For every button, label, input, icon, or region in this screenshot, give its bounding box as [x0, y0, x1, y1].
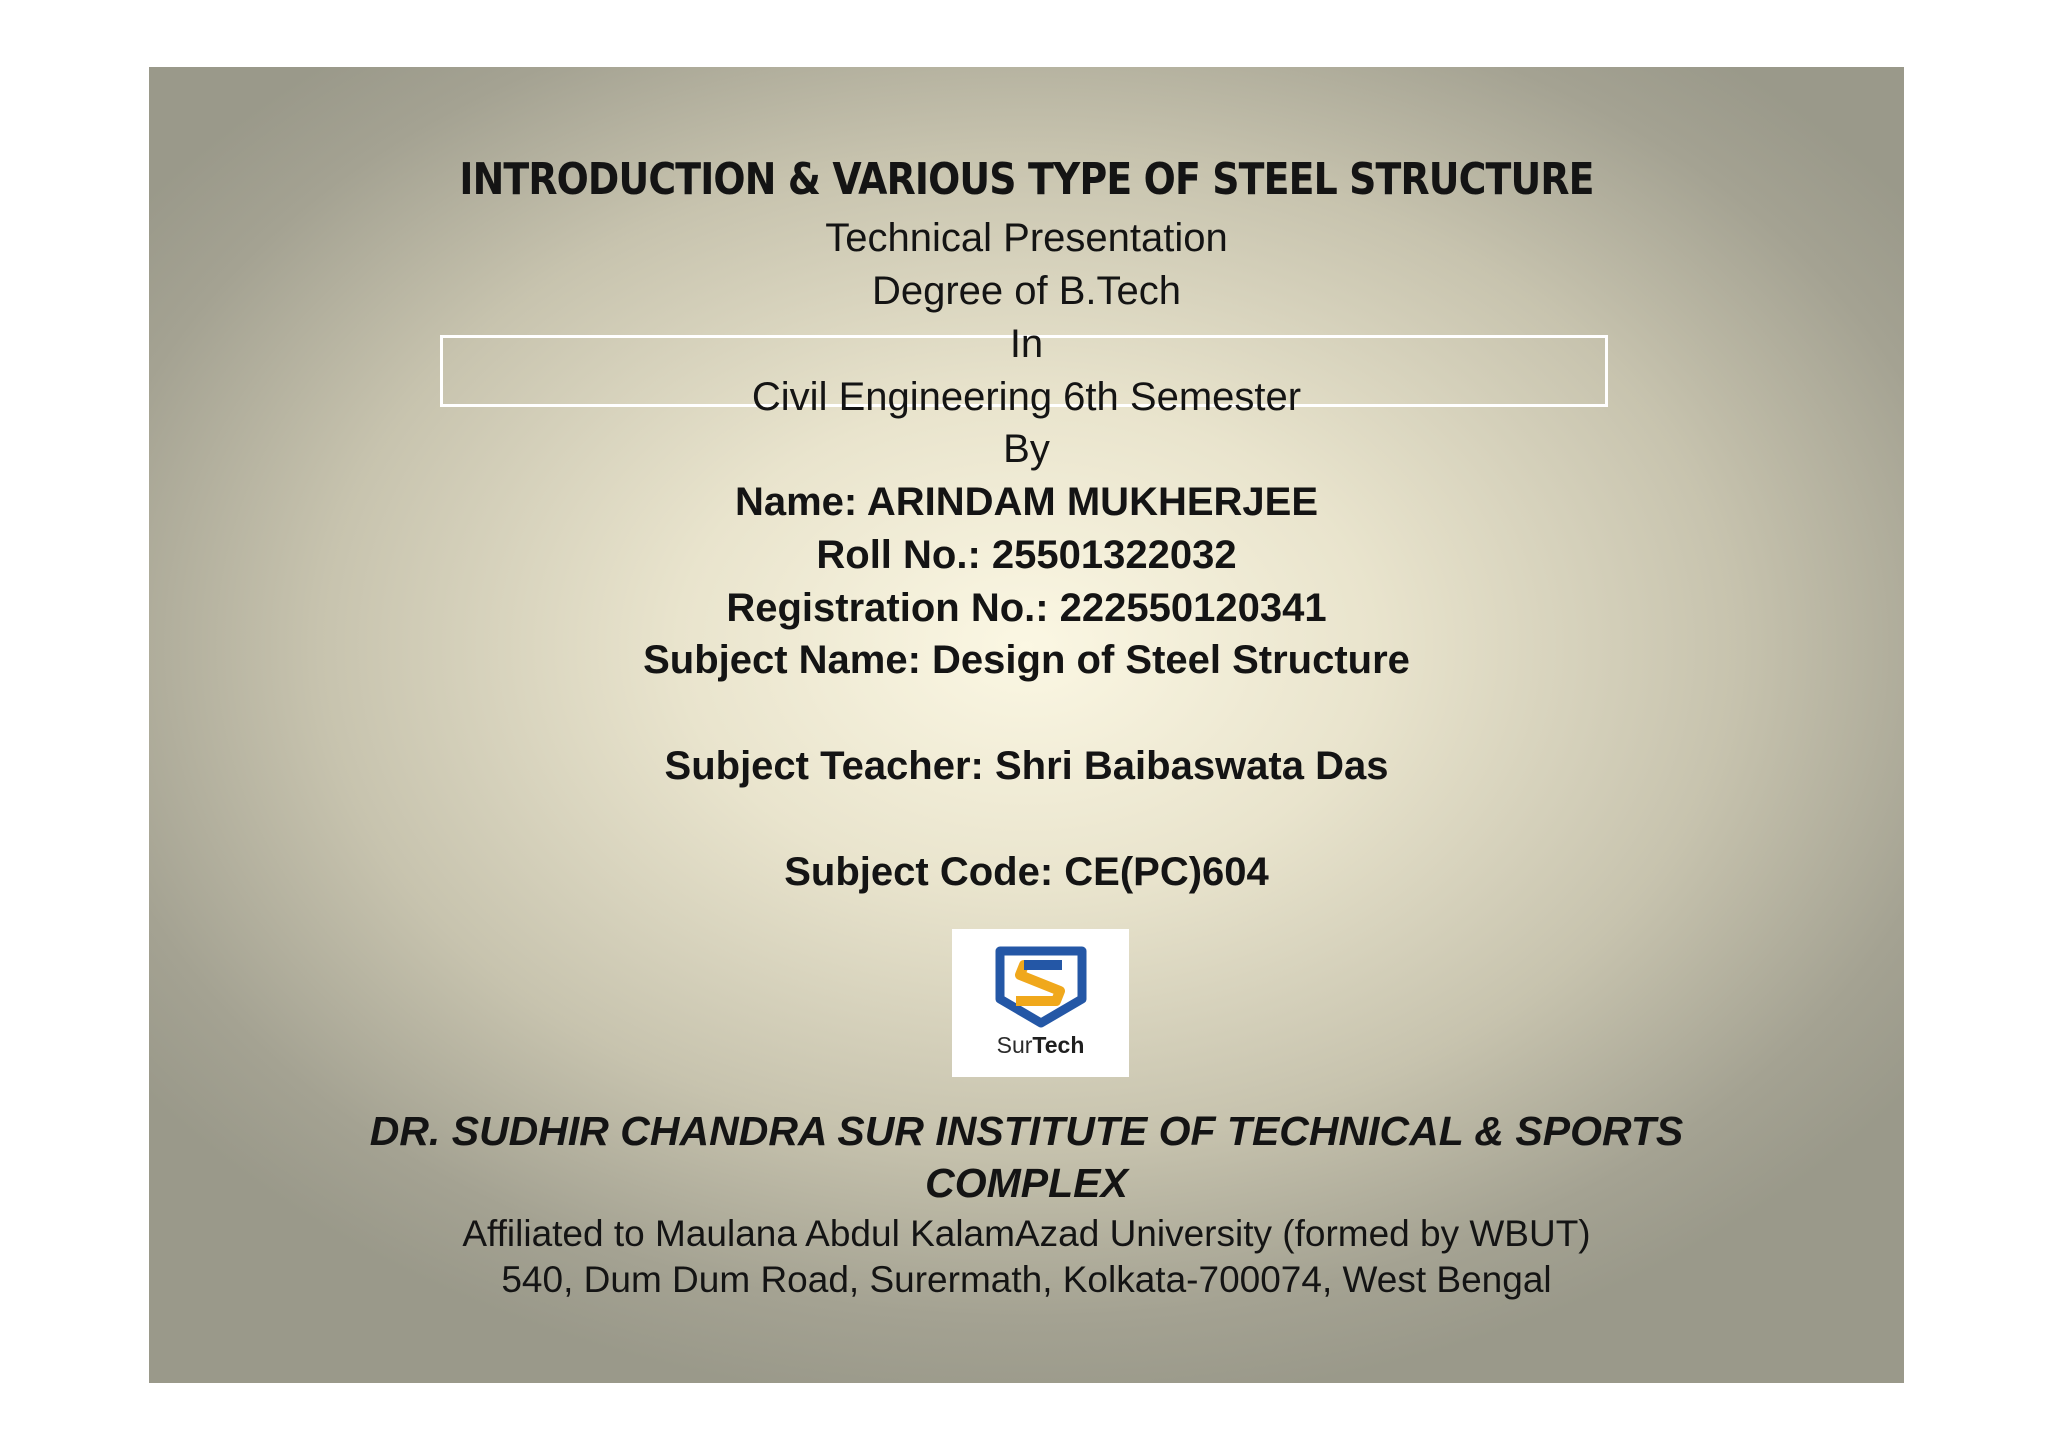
- institute-affiliation: Affiliated to Maulana Abdul KalamAzad University (formed by WBUT): [462, 1213, 1591, 1254]
- surtech-shield-icon: [952, 929, 1129, 1039]
- student-name: Name: ARINDAM MUKHERJEE: [734, 480, 1319, 524]
- subject-teacher: Subject Teacher: Shri Baibaswata Das: [664, 744, 1389, 788]
- subject-name: Subject Name: Design of Steel Structure: [643, 638, 1410, 682]
- institute-name-line1: DR. SUDHIR CHANDRA SUR INSTITUTE OF TECHNICAL & SPORTS: [369, 1108, 1684, 1154]
- student-registration-number: Registration No.: 222550120341: [726, 586, 1327, 630]
- institute-address: 540, Dum Dum Road, Surermath, Kolkata-700074, West Bengal: [501, 1259, 1552, 1300]
- subtitle-degree: Degree of B.Tech: [871, 269, 1182, 313]
- student-roll-number: Roll No.: 25501322032: [816, 533, 1237, 577]
- slide-title: INTRODUCTION & VARIOUS TYPE OF STEEL STRUCTURE: [459, 154, 1594, 205]
- subtitle-by: By: [1003, 427, 1050, 471]
- subject-code: Subject Code: CE(PC)604: [784, 850, 1269, 894]
- subtitle-department: Civil Engineering 6th Semester: [751, 375, 1302, 419]
- subtitle-technical-presentation: Technical Presentation: [825, 216, 1228, 260]
- title-slide: [149, 67, 1904, 1383]
- institute-name-line2: COMPLEX: [925, 1160, 1128, 1206]
- surtech-logo: [952, 929, 1129, 1077]
- subtitle-in: In: [1009, 322, 1044, 366]
- surtech-logo-text: SurTech: [996, 1032, 1085, 1058]
